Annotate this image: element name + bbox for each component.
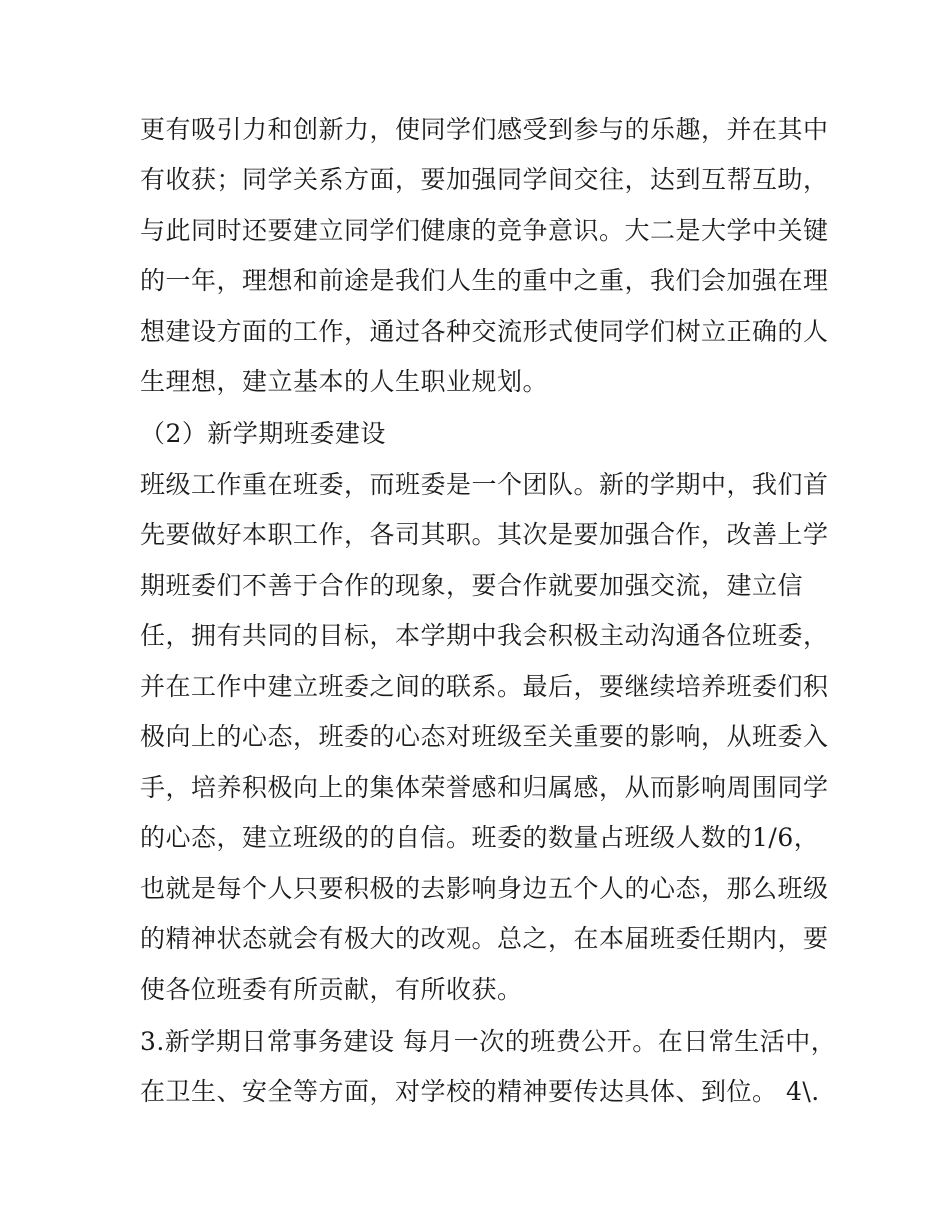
text-line: 期班委们不善于合作的现象，要合作就要加强交流，建立信 (140, 571, 804, 600)
text-line: 与此同时还要建立同学们健康的竞争意识。大二是大学中关键 (140, 216, 829, 245)
text-line: 班级工作重在班委，而班委是一个团队。新的学期中，我们首 (140, 470, 829, 499)
text-line: 极向上的心态，班委的心态对班级至关重要的影响，从班委入 (140, 722, 829, 751)
text-line: 使各位班委有所贡献，有所收获。 (140, 975, 523, 1004)
text-line: 想建设方面的工作，通过各种交流形式使同学们树立正确的人 (140, 317, 829, 346)
text-line: 3.新学期日常事务建设 每月一次的班费公开。在日常生活中， (140, 1027, 837, 1056)
text-line: 生理想，建立基本的人生职业规划。 (140, 367, 549, 396)
text-line: 的一年，理想和前途是我们人生的重中之重，我们会加强在理 (140, 266, 829, 295)
text-line: 也就是每个人只要积极的去影响身边五个人的心态，那么班级 (140, 874, 829, 903)
text-line: 先要做好本职工作，各司其职。其次是要加强合作，改善上学 (140, 520, 829, 549)
text-line: 手，培养积极向上的集体荣誉感和归属感，从而影响周围同学 (140, 773, 829, 802)
text-line: 的精神状态就会有极大的改观。总之，在本届班委任期内，要 (140, 924, 829, 953)
text-line: 并在工作中建立班委之间的联系。最后，要继续培养班委们积 (140, 672, 829, 701)
section-heading: （2）新学期班委建设 (140, 419, 386, 448)
text-line: 任，拥有共同的目标，本学期中我会积极主动沟通各位班委， (140, 621, 829, 650)
text-line: 更有吸引力和创新力，使同学们感受到参与的乐趣，并在其中 (140, 115, 829, 144)
text-line: 有收获；同学关系方面，要加强同学间交往，达到互帮互助， (140, 165, 829, 194)
text-line: 在卫生、安全等方面，对学校的精神要传达具体、到位。 4\. (140, 1077, 820, 1106)
text-line: 的心态，建立班级的的自信。班委的数量占班级人数的1/6， (140, 823, 820, 852)
